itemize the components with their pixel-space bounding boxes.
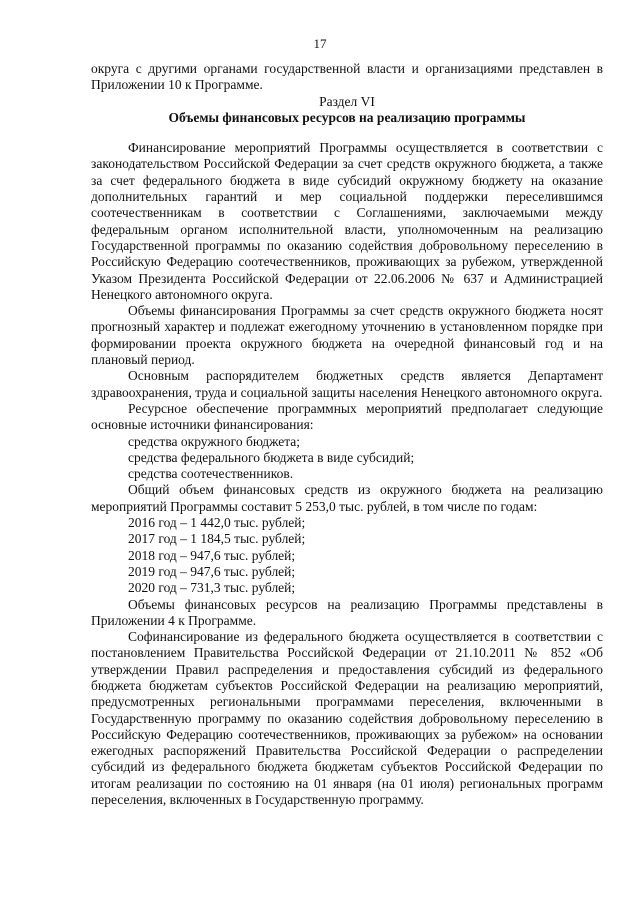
paragraph-sources-intro: Ресурсное обеспечение программных мероприятий предполагает следующие основные источники финансирования: (91, 400, 603, 433)
list-item-source: средства соотечественников. (128, 466, 294, 482)
section-label: Раздел VI (319, 93, 375, 109)
paragraph-appendix-reference: Объемы финансовых ресурсов на реализацию Программы представлены в Приложении 4 к Программе. (91, 596, 603, 628)
page-number: 17 (313, 36, 327, 51)
paragraph-financing: Финансирование мероприятий Программы осуществляется в соответствии с законодательством Российской Федерации за счет средств окружного бюджета, а также за счет федерального бюджета в виде субсидий окружному бюджету на оказание дополнительных гарантий и мер социальной поддержки переселившимся соотечественникам в соответствии с Соглашениями, заключаемыми между федеральным органом исполнительной власти, уполномоченным на реализацию Государственной программы по оказанию содействия добровольному переселению в Российскую Федерацию соотечественников, проживающих за рубежом, утвержденной Указом Президента Российской Федерации от 22.06.2006 № 637 и Администрацией Ненецкого автономного округа. (91, 140, 603, 302)
document-body (91, 61, 603, 808)
paragraph-cofinancing: Софинансирование из федерального бюджета осуществляется в соответствии с постановлением Правительства Российской Федерации от 21.10.2011 № 852 «Об утверждении Правил распределения и предоставления субсидий из федерального бюджета бюджетам субъектов Российской Федерации на реализацию мероприятий, предусмотренных региональными программами переселения, включенными в Государственную программу по оказанию содействия добровольному переселению в Российскую Федерацию соотечественников, проживающих за рубежом» на основании ежегодных распоряжений Правительства Российской Федерации о распределении субсидий из федерального бюджета бюджетам субъектов Российской Федерации по итогам реализации по состоянию на 01 января (на 01 июля) региональных программ переселения, включенных в Государственную программу. (91, 629, 603, 808)
list-item-year: 2018 год – 947,6 тыс. рублей; (128, 547, 296, 563)
list-item-year: 2016 год – 1 442,0 тыс. рублей; (128, 515, 306, 531)
list-item-source: средства федерального бюджета в виде субсидий; (128, 449, 415, 465)
list-item-year: 2019 год – 947,6 тыс. рублей; (128, 563, 296, 579)
paragraph-distributor: Основным распорядителем бюджетных средств является Департамент здравоохранения, труда и социальной защиты населения Ненецкого автономного округа. (91, 368, 603, 400)
paragraph-forecast: Объемы финансирования Программы за счет средств окружного бюджета носят прогнозный характер и подлежат ежегодному уточнению в установленном порядке при формировании проекта окружного бюджета на очередной финансовый год и на плановый период. (91, 303, 603, 368)
list-item-year: 2020 год – 731,3 тыс. рублей; (128, 580, 296, 596)
list-item-source: средства окружного бюджета; (128, 433, 301, 449)
intro-paragraph: округа с другими органами государственной власти и организациями представлен в Приложении 10 к Программе. (91, 61, 603, 93)
paragraph-total-volume: Общий объем финансовых средств из окружного бюджета на реализацию мероприятий Программы составит 5 253,0 тыс. рублей, в том числе по годам: (91, 482, 603, 514)
section-title: Объемы финансовых ресурсов на реализацию программы (168, 109, 526, 125)
list-item-year: 2017 год – 1 184,5 тыс. рублей; (128, 531, 306, 547)
